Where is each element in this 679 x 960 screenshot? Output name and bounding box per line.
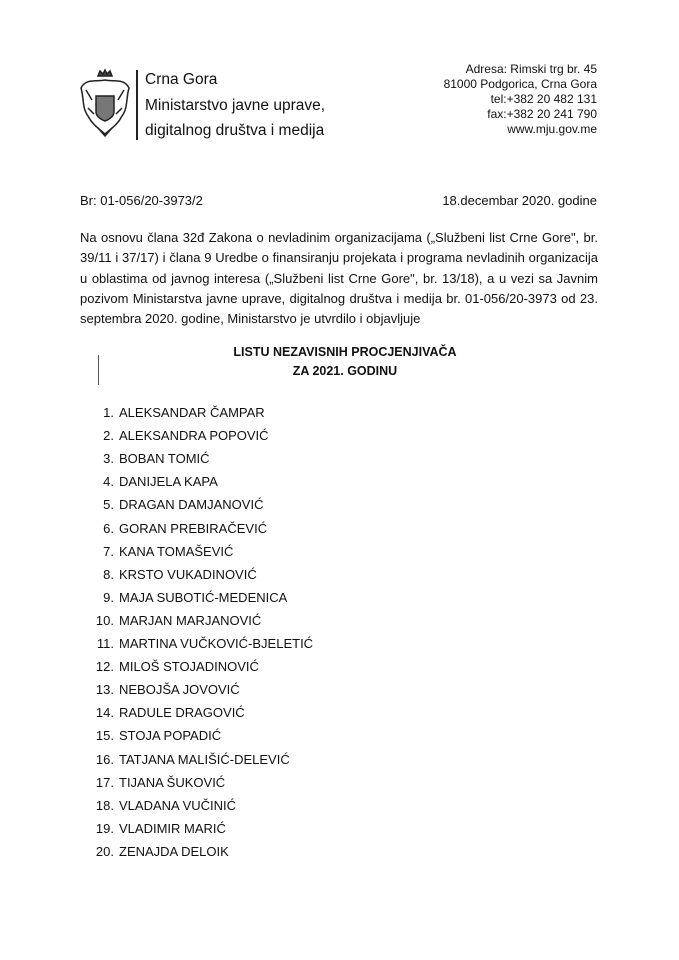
list-item: [80, 775, 225, 798]
list-item-name: KANA TOMAŠEVIĆ: [119, 543, 234, 559]
list-subtitle: ZA 2021. GODINU: [292, 364, 398, 378]
list-item-name: VLADANA VUČINIĆ: [119, 797, 237, 813]
list-item-name: ALEKSANDRA POPOVIĆ: [119, 428, 269, 444]
list-item: [80, 405, 265, 428]
list-item: [80, 728, 221, 751]
list-item-name: GORAN PREBIRAČEVIĆ: [119, 520, 268, 536]
list-item-name: TIJANA ŠUKOVIĆ: [119, 774, 226, 790]
list-item-name: KRSTO VUKADINOVIĆ: [119, 566, 257, 582]
list-item-number: 4.: [103, 474, 114, 490]
list-item: [80, 590, 287, 613]
list-item: [80, 497, 263, 520]
org-ministry-cont: digitalnog društva i medija: [145, 122, 325, 139]
list-item-name: DRAGAN DAMJANOVIĆ: [119, 497, 264, 513]
reference-number: Br: 01-056/20-3973/2: [80, 193, 203, 208]
list-item-number: 13.: [95, 682, 114, 698]
list-item-number: 16.: [95, 751, 114, 767]
list-item-number: 1.: [103, 405, 114, 420]
body-paragraph: Na osnovu člana 32đ Zakona o nevladinim organizacijama („Službeni list Crne Gore", br. 39/11 i 37/17) i člana 9 Uredbe o finansiranju projekata i programa nevladinih organizacija u oblastima od javnog interesa („Službeni list Crne Gore", br. 13/18), a u vezi sa Javnim pozivom Ministarstva javne uprave, digitalnog društva i medija br. 01-056/20-3973 od 23. septembra 2020. godine, Ministarstvo je utvrdilo i objavljuje: [80, 230, 598, 327]
address-fax: fax:+382 20 241 790: [487, 107, 597, 121]
header-divider: [136, 70, 138, 140]
list-item: [80, 844, 229, 867]
list-item-number: 5.: [103, 497, 114, 513]
list-item: [80, 682, 240, 705]
list-item-number: 14.: [95, 705, 114, 721]
list-item-number: 12.: [95, 659, 114, 675]
list-item-number: 18.: [95, 797, 114, 813]
list-item: [80, 821, 226, 844]
list-item-name: STOJA POPADIĆ: [119, 728, 222, 744]
list-item: [80, 613, 261, 636]
list-item: [80, 705, 245, 728]
list-item-name: ALEKSANDAR ČAMPAR: [119, 405, 265, 420]
list-item-name: TATJANA MALIŠIĆ-DELEVIĆ: [119, 751, 290, 767]
list-item-number: 3.: [103, 451, 114, 467]
list-item: [80, 659, 259, 682]
list-item: [80, 474, 218, 497]
list-item-number: 20.: [95, 843, 114, 859]
list-item: [80, 521, 267, 544]
list-item-name: MARJAN MARJANOVIĆ: [119, 612, 262, 628]
address-street: Adresa: Rimski trg br. 45: [465, 62, 597, 76]
list-item-number: 17.: [95, 774, 114, 790]
address-tel: tel:+382 20 482 131: [490, 92, 597, 106]
org-country: Crna Gora: [145, 71, 218, 88]
list-item-number: 9.: [103, 589, 114, 605]
list-item-number: 8.: [103, 566, 114, 582]
list-item-name: VLADIMIR MARIĆ: [119, 820, 226, 836]
org-ministry: Ministarstvo javne uprave,: [145, 97, 326, 114]
list-item-number: 10.: [95, 612, 114, 628]
list-item-name: BOBAN TOMIĆ: [119, 451, 210, 467]
list-item-name: MILOŠ STOJADINOVIĆ: [119, 659, 259, 675]
list-item-name: DANIJELA KAPA: [119, 474, 218, 490]
list-item-number: 6.: [103, 520, 114, 536]
list-item: [80, 636, 313, 659]
list-item: [80, 451, 210, 474]
list-item-name: NEBOJŠA JOVOVIĆ: [119, 682, 240, 698]
list-item: [80, 544, 233, 567]
coat-of-arms-logo: [78, 68, 132, 140]
list-item-name: RADULE DRAGOVIĆ: [119, 705, 245, 721]
list-item-name: MAJA SUBOTIĆ-MEDENICA: [119, 589, 288, 605]
list-item-number: 11.: [96, 636, 114, 651]
document-date: 18.decembar 2020. godine: [442, 193, 597, 208]
list-item-number: 2.: [103, 428, 114, 444]
list-item-number: 15.: [95, 728, 114, 744]
list-item-number: 7.: [103, 543, 114, 559]
list-item: [80, 798, 236, 821]
address-web: www.mju.gov.me: [507, 122, 597, 136]
list-item: [80, 567, 257, 590]
list-item-name: ZENAJDA DELOIK: [119, 843, 229, 859]
address-city: 81000 Podgorica, Crna Gora: [443, 77, 597, 91]
list-item: [80, 752, 290, 775]
list-item-number: 19.: [95, 820, 114, 836]
list-item: [80, 428, 269, 451]
list-item-name: MARTINA VUČKOVIĆ-BJELETIĆ: [119, 636, 314, 651]
list-title: LISTU NEZAVISNIH PROCJENJIVAČA: [233, 345, 457, 359]
